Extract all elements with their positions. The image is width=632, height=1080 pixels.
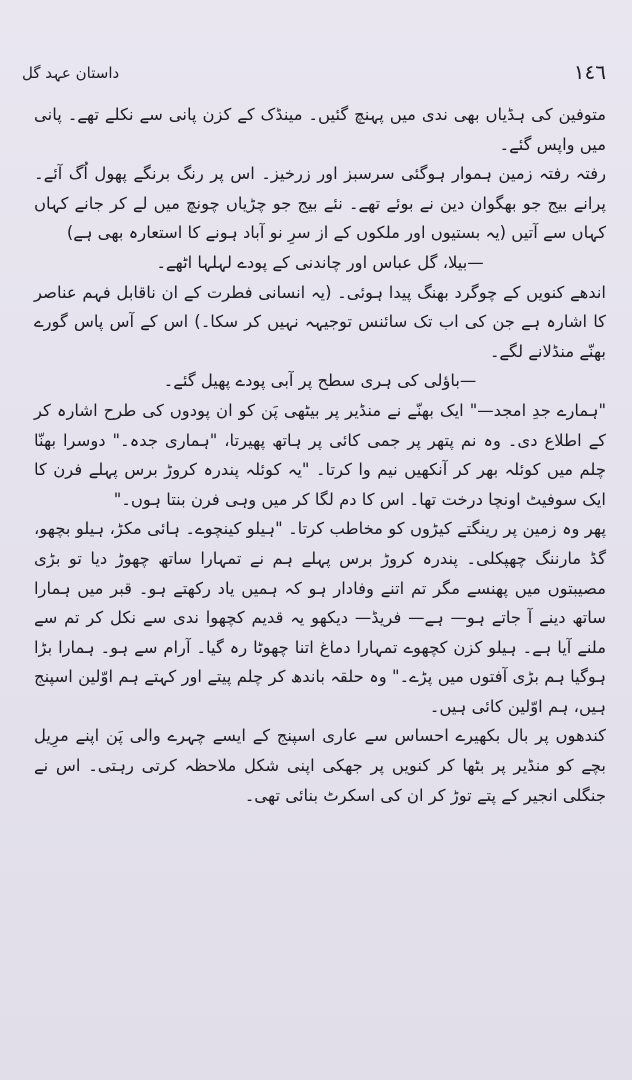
running-title: داستان عہد گل	[22, 64, 120, 82]
paragraph-centered: —باؤلی کی ہری سطح پر آبی پودے پھیل گئے۔	[163, 371, 477, 391]
paragraph-centered: —بیلا، گل عباس اور چاندنی کے پودے لہلہا اٹھے۔	[156, 252, 484, 272]
page-number: ١٤٦	[573, 60, 606, 84]
paragraph: کندھوں پر بال بکھیرے احساس سے عاری اسپنج کے ایسے چہرے والی پَن اپنے مرِیل بچے کو منڈیر پر بٹھا کر کنویں پر جھکی اپنی شکل ملاحظہ کرتی رہتی۔ اس نے جنگلی انجیر کے پتے توڑ کر ان کی اسکرٹ بنائی تھی۔	[34, 726, 606, 805]
paragraph: اندھے کنویں کے چوگرد بھنگ پیدا ہوئی۔ (یہ انسانی فطرت کے ان ناقابل فہم عناصر کا اشارہ ہے جن کی اب تک سائنس توجیہہ نہیں کر سکا۔) اس کے آس پاس گورے بھنّے منڈلانے لگے۔	[34, 282, 606, 361]
paragraph: "ہمارے جدِ امجد—" ایک بھنّے نے منڈیر پر بیٹھی پَن کو ان پودوں کی طرح اشارہ کر کے اطلاع دی۔ وہ نم پتھر پر جمی کائی پر ہاتھ پھیرتا، "ہماری جدہ۔" دوسرا بھنّا چلم میں کوئلہ بھر کر آنکھیں نیم وا کرتا۔ "یہ کوئلہ پندرہ کروڑ برس پہلے فرن کا ایک سوفیٹ اونچا درخت تھا۔ اس کا دم لگا کر میں وہی فرن بنتا ہوں۔"	[34, 400, 606, 509]
paragraph: رفتہ رفتہ زمین ہموار ہوگئی سرسبز اور زرخیز۔ اس پر رنگ برنگے پھول اُگ آئے۔ پرانے بیج جو بھگوان دین نے بوئے تھے۔ نئے بیج جو چڑیاں چونچ میں لے کر جانے کہاں کہاں سے آتیں (یہ بستیوں اور ملکوں کے از سرِ نو آباد ہونے کا استعارہ بھی ہے)	[34, 164, 606, 243]
paragraph: پھر وہ زمین پر رینگتے کیڑوں کو مخاطب کرتا۔ "ہیلو کینچوے۔ ہائی مکڑ، ہیلو بچھو، گڈ مارننگ چھپکلی۔ پندرہ کروڑ برس پہلے ہم نے تمہارا ساتھ چھوڑ دیا تو بڑی مصیبتوں میں پھنسے مگر تم اتنے وفادار ہو کہ ہمیں یاد رکھتے ہو۔ قبر میں ہمارا ساتھ دینے آ جاتے ہو— ہے— فریڈ— دیکھو یہ قدیم کچھوا ندی سے نکل کر تم سے ملنے آیا ہے۔ ہیلو کزن کچھوے تمہارا دماغ اتنا چھوٹا رہ گیا۔ آرام سے ہو۔ ہمارا بڑا ہوگیا ہم بڑی آفتوں میں پڑے۔" وہ حلقہ باندھ کر چلم پیتے اور کہتے ہم اوّلین اسپنج ہیں، ہم اوّلین کائی ہیں۔	[34, 519, 606, 716]
paragraph: متوفین کی ہڈیاں بھی ندی میں پہنچ گئیں۔ مینڈک کے کزن پانی سے نکلے تھے۔ پانی میں واپس گئے۔	[34, 105, 606, 154]
page-header	[22, 60, 606, 90]
body-text	[34, 100, 606, 810]
